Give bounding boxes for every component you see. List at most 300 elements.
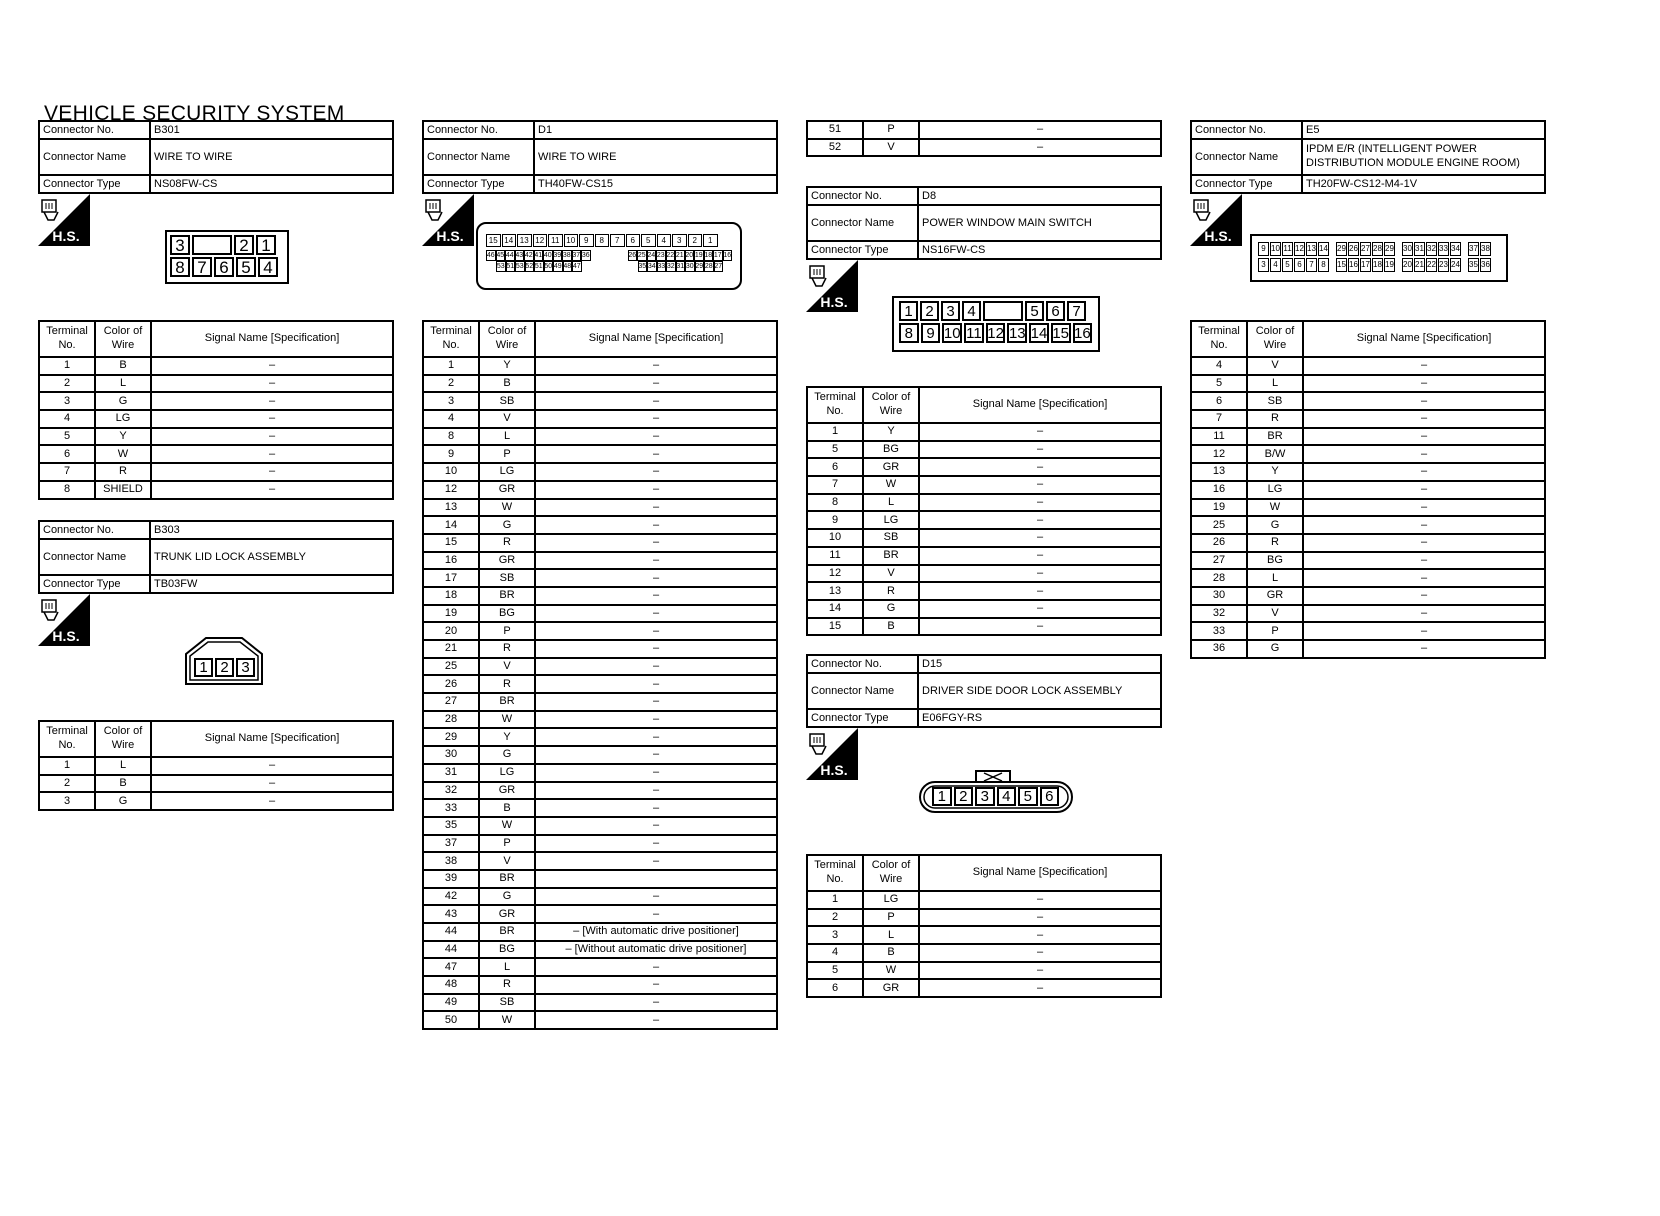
connector-d15-face bbox=[918, 770, 1074, 814]
terminal-cell: 16 bbox=[423, 552, 479, 570]
terminal-cell: 15 bbox=[423, 534, 479, 552]
connector-pin: 35 bbox=[1468, 258, 1479, 272]
table-row bbox=[1191, 375, 1545, 393]
color-cell: L bbox=[863, 926, 919, 944]
conn-type-value: TH20FW-CS12-M4-1V bbox=[1302, 175, 1545, 193]
label-conn-type: Connector Type bbox=[39, 175, 150, 193]
color-cell: LG bbox=[1247, 481, 1303, 499]
terminal-cell: 5 bbox=[807, 962, 863, 980]
terminal-cell: 43 bbox=[423, 905, 479, 923]
table-row bbox=[1191, 552, 1545, 570]
signal-cell: – bbox=[535, 711, 777, 729]
color-cell: LG bbox=[479, 764, 535, 782]
color-cell: G bbox=[1247, 640, 1303, 658]
color-cell: W bbox=[479, 1011, 535, 1029]
table-row bbox=[423, 746, 777, 764]
color-cell: BR bbox=[1247, 428, 1303, 446]
connector-pin: 32 bbox=[1426, 242, 1437, 256]
connector-pin: 30 bbox=[1402, 242, 1413, 256]
connector-pin: 28 bbox=[1372, 242, 1383, 256]
color-cell: L bbox=[95, 375, 151, 393]
color-cell: Y bbox=[479, 357, 535, 375]
signal-cell: – bbox=[535, 499, 777, 517]
connector-pin: 24 bbox=[1450, 258, 1461, 272]
connector-pin: 5 bbox=[1282, 258, 1293, 272]
terminal-cell: 12 bbox=[423, 481, 479, 499]
col-color: Color of Wire bbox=[95, 721, 151, 757]
terminal-cell: 25 bbox=[1191, 516, 1247, 534]
color-cell: GR bbox=[863, 979, 919, 997]
signal-cell: – bbox=[151, 481, 393, 499]
connector-pin: 20 bbox=[1402, 258, 1413, 272]
terminal-cell: 51 bbox=[807, 121, 863, 139]
signal-cell: – bbox=[535, 728, 777, 746]
terminal-cell: 8 bbox=[423, 428, 479, 446]
connector-pin: 27 bbox=[714, 263, 723, 270]
table-row bbox=[807, 121, 1161, 139]
table-row bbox=[807, 476, 1161, 494]
terminal-cell: 38 bbox=[423, 852, 479, 870]
table-row bbox=[423, 552, 777, 570]
color-cell: G bbox=[95, 792, 151, 810]
connector-pin: 42 bbox=[524, 252, 533, 259]
color-cell: BR bbox=[479, 587, 535, 605]
table-row bbox=[423, 569, 777, 587]
connector-pin: 33 bbox=[657, 263, 666, 270]
table-row bbox=[423, 392, 777, 410]
terminal-cell: 13 bbox=[807, 582, 863, 600]
color-cell: B bbox=[863, 618, 919, 636]
table-row bbox=[807, 511, 1161, 529]
terminal-cell: 3 bbox=[807, 926, 863, 944]
signal-cell: – bbox=[919, 618, 1161, 636]
connector-pin: 43 bbox=[515, 252, 524, 259]
table-row bbox=[423, 375, 777, 393]
connector-pin: 6 bbox=[1046, 301, 1065, 321]
connector-pin: 21 bbox=[675, 252, 684, 259]
connector-pin: 53 bbox=[515, 263, 524, 270]
col-color: Color of Wire bbox=[95, 321, 151, 357]
connector-pin: 29 bbox=[1336, 242, 1347, 256]
harness-side-icon bbox=[38, 194, 90, 246]
terminal-cell: 28 bbox=[423, 711, 479, 729]
connector-b303-terminal-table bbox=[38, 720, 394, 811]
connector-pin: 12 bbox=[533, 234, 548, 247]
color-cell: GR bbox=[479, 905, 535, 923]
terminal-cell: 5 bbox=[39, 428, 95, 446]
table-row bbox=[39, 463, 393, 481]
color-cell: L bbox=[95, 757, 151, 775]
terminal-cell: 27 bbox=[423, 693, 479, 711]
terminal-cell: 30 bbox=[423, 746, 479, 764]
terminal-cell: 37 bbox=[423, 835, 479, 853]
harness-side-icon bbox=[38, 594, 90, 646]
connector-latch bbox=[192, 235, 232, 255]
signal-cell: – bbox=[535, 693, 777, 711]
signal-cell: – bbox=[1303, 552, 1545, 570]
connector-pin: 50 bbox=[544, 263, 553, 270]
pin-gap bbox=[1462, 258, 1467, 272]
connector-pin: 9 bbox=[579, 234, 594, 247]
conn-type-value: TB03FW bbox=[150, 575, 393, 593]
connector-pin: 20 bbox=[685, 252, 694, 259]
table-row bbox=[423, 587, 777, 605]
connector-pin: 36 bbox=[581, 252, 590, 259]
harness-side-icon bbox=[422, 194, 474, 246]
connector-pin: 11 bbox=[1282, 242, 1293, 256]
connector-pin: 2 bbox=[954, 787, 974, 806]
color-cell: R bbox=[95, 463, 151, 481]
color-cell: P bbox=[479, 445, 535, 463]
connector-pin: 3 bbox=[672, 234, 687, 247]
table-row bbox=[39, 392, 393, 410]
col-terminal: Terminal No. bbox=[423, 321, 479, 357]
connector-pin: 7 bbox=[1067, 301, 1086, 321]
color-cell: G bbox=[479, 746, 535, 764]
table-row bbox=[423, 817, 777, 835]
connector-pin: 14 bbox=[502, 234, 517, 247]
connector-pin: 7 bbox=[1306, 258, 1317, 272]
col-signal: Signal Name [Specification] bbox=[919, 387, 1161, 423]
conn-no-value: D1 bbox=[534, 121, 777, 139]
conn-type-value: E06FGY-RS bbox=[918, 709, 1161, 727]
color-cell: R bbox=[1247, 534, 1303, 552]
color-cell: G bbox=[95, 392, 151, 410]
connector-pin: 29 bbox=[1384, 242, 1395, 256]
signal-cell: – bbox=[535, 675, 777, 693]
connector-pin: 28 bbox=[704, 263, 713, 270]
terminal-cell: 4 bbox=[423, 410, 479, 428]
terminal-cell: 27 bbox=[1191, 552, 1247, 570]
color-cell: R bbox=[863, 582, 919, 600]
terminal-cell: 1 bbox=[807, 891, 863, 909]
color-cell: V bbox=[863, 139, 919, 157]
label-conn-no: Connector No. bbox=[1191, 121, 1302, 139]
connector-pin: 4 bbox=[962, 301, 981, 321]
signal-cell: – bbox=[535, 622, 777, 640]
table-row bbox=[807, 529, 1161, 547]
terminal-cell: 9 bbox=[807, 511, 863, 529]
connector-pin: 5 bbox=[236, 257, 256, 277]
connector-pin: 19 bbox=[694, 252, 703, 259]
connector-pin: 21 bbox=[1414, 258, 1425, 272]
connector-pin: 6 bbox=[1294, 258, 1305, 272]
terminal-cell: 10 bbox=[423, 463, 479, 481]
terminal-cell: 44 bbox=[423, 923, 479, 941]
terminal-cell: 13 bbox=[423, 499, 479, 517]
color-cell: Y bbox=[863, 423, 919, 441]
connector-pin: 9 bbox=[921, 323, 941, 343]
hs-label: H.S. bbox=[436, 228, 464, 244]
color-cell: L bbox=[479, 958, 535, 976]
terminal-cell: 7 bbox=[39, 463, 95, 481]
signal-cell: – bbox=[919, 423, 1161, 441]
terminal-cell: 5 bbox=[1191, 375, 1247, 393]
signal-cell: – bbox=[151, 392, 393, 410]
connector-e5-face bbox=[1250, 234, 1508, 282]
connector-pin: 51 bbox=[506, 263, 515, 270]
terminal-cell: 4 bbox=[1191, 357, 1247, 375]
connector-pin: 3 bbox=[1258, 258, 1269, 272]
table-row bbox=[807, 441, 1161, 459]
color-cell: GR bbox=[1247, 587, 1303, 605]
connector-pin: 35 bbox=[638, 263, 647, 270]
color-cell: SB bbox=[1247, 392, 1303, 410]
terminal-cell: 18 bbox=[423, 587, 479, 605]
signal-cell: – bbox=[919, 600, 1161, 618]
terminal-cell: 6 bbox=[39, 445, 95, 463]
connector-pin: 8 bbox=[170, 257, 190, 277]
terminal-cell: 1 bbox=[39, 757, 95, 775]
connector-pin: 22 bbox=[1426, 258, 1437, 272]
conn-name-value: POWER WINDOW MAIN SWITCH bbox=[918, 205, 1161, 241]
pin-gap bbox=[1330, 242, 1335, 256]
color-cell: SB bbox=[479, 392, 535, 410]
color-cell: B bbox=[479, 375, 535, 393]
signal-cell: – bbox=[919, 565, 1161, 583]
col-color: Color of Wire bbox=[479, 321, 535, 357]
terminal-cell: 12 bbox=[807, 565, 863, 583]
connector-pin: 37 bbox=[1468, 242, 1479, 256]
terminal-cell: 50 bbox=[423, 1011, 479, 1029]
connector-pin: 39 bbox=[553, 252, 562, 259]
terminal-cell: 1 bbox=[39, 357, 95, 375]
terminal-cell: 36 bbox=[1191, 640, 1247, 658]
terminal-cell: 7 bbox=[1191, 410, 1247, 428]
table-row bbox=[807, 139, 1161, 157]
terminal-cell: 30 bbox=[1191, 587, 1247, 605]
signal-cell: – bbox=[1303, 481, 1545, 499]
table-row bbox=[807, 600, 1161, 618]
connector-pin: 7 bbox=[192, 257, 212, 277]
connector-pin: 40 bbox=[543, 252, 552, 259]
connector-d15-header bbox=[806, 654, 1162, 728]
hs-label: H.S. bbox=[820, 294, 848, 310]
label-conn-name: Connector Name bbox=[39, 539, 150, 575]
table-row bbox=[423, 994, 777, 1012]
signal-cell: – bbox=[919, 962, 1161, 980]
table-row bbox=[423, 905, 777, 923]
table-row bbox=[1191, 569, 1545, 587]
color-cell: BR bbox=[863, 547, 919, 565]
terminal-cell: 1 bbox=[807, 423, 863, 441]
connector-pin: 12 bbox=[987, 324, 1004, 342]
signal-cell: – bbox=[535, 1011, 777, 1029]
terminal-cell: 11 bbox=[1191, 428, 1247, 446]
signal-cell: – [Without automatic drive positioner] bbox=[535, 941, 777, 959]
terminal-cell: 6 bbox=[807, 458, 863, 476]
connector-pin: 46 bbox=[486, 252, 495, 259]
signal-cell: – bbox=[535, 375, 777, 393]
table-row bbox=[807, 565, 1161, 583]
connector-pin: 19 bbox=[1384, 258, 1395, 272]
signal-cell: – bbox=[535, 746, 777, 764]
color-cell: W bbox=[863, 476, 919, 494]
signal-cell: – bbox=[151, 410, 393, 428]
terminal-cell: 6 bbox=[1191, 392, 1247, 410]
conn-type-value: TH40FW-CS15 bbox=[534, 175, 777, 193]
connector-pin: 18 bbox=[704, 252, 713, 259]
table-row bbox=[423, 728, 777, 746]
conn-name-value: TRUNK LID LOCK ASSEMBLY bbox=[150, 539, 393, 575]
color-cell: BG bbox=[1247, 552, 1303, 570]
connector-pin: 53 bbox=[496, 263, 505, 270]
connector-e5-header bbox=[1190, 120, 1546, 194]
color-cell: R bbox=[479, 675, 535, 693]
table-row bbox=[423, 888, 777, 906]
table-row bbox=[423, 835, 777, 853]
signal-cell: – bbox=[151, 375, 393, 393]
label-conn-no: Connector No. bbox=[807, 655, 918, 673]
table-row bbox=[423, 658, 777, 676]
connector-pin: 33 bbox=[1438, 242, 1449, 256]
pin-gap bbox=[1396, 242, 1401, 256]
connector-pin: 17 bbox=[1360, 258, 1371, 272]
terminal-cell: 9 bbox=[423, 445, 479, 463]
color-cell: SHIELD bbox=[95, 481, 151, 499]
signal-cell: – bbox=[1303, 428, 1545, 446]
conn-type-value: NS16FW-CS bbox=[918, 241, 1161, 259]
connector-pin: 23 bbox=[656, 252, 665, 259]
table-row bbox=[39, 445, 393, 463]
color-cell: P bbox=[863, 121, 919, 139]
conn-no-value: B303 bbox=[150, 521, 393, 539]
signal-cell: – bbox=[535, 392, 777, 410]
connector-pin: 52 bbox=[525, 263, 534, 270]
table-row bbox=[807, 582, 1161, 600]
terminal-cell: 2 bbox=[807, 909, 863, 927]
signal-cell bbox=[535, 870, 777, 888]
terminal-cell: 2 bbox=[423, 375, 479, 393]
connector-pin: 34 bbox=[1450, 242, 1461, 256]
connector-pin: 4 bbox=[1270, 258, 1281, 272]
color-cell: W bbox=[863, 962, 919, 980]
label-conn-type: Connector Type bbox=[1191, 175, 1302, 193]
table-row bbox=[1191, 640, 1545, 658]
connector-d8-header bbox=[806, 186, 1162, 260]
signal-cell: – bbox=[535, 852, 777, 870]
terminal-cell: 32 bbox=[423, 782, 479, 800]
color-cell: SB bbox=[479, 994, 535, 1012]
signal-cell: – bbox=[919, 891, 1161, 909]
color-cell: R bbox=[479, 640, 535, 658]
conn-name-value: WIRE TO WIRE bbox=[150, 139, 393, 175]
color-cell: L bbox=[1247, 375, 1303, 393]
terminal-cell: 10 bbox=[807, 529, 863, 547]
color-cell: W bbox=[479, 499, 535, 517]
table-row bbox=[423, 923, 777, 941]
signal-cell: – bbox=[919, 494, 1161, 512]
connector-pin: 15 bbox=[486, 234, 501, 247]
connector-pin: 24 bbox=[647, 252, 656, 259]
signal-cell: – bbox=[535, 445, 777, 463]
table-row bbox=[1191, 392, 1545, 410]
connector-pin: 14 bbox=[1030, 324, 1048, 342]
signal-cell: – bbox=[535, 357, 777, 375]
table-row bbox=[39, 375, 393, 393]
terminal-cell: 32 bbox=[1191, 605, 1247, 623]
signal-cell: – bbox=[535, 958, 777, 976]
connector-d1-face bbox=[476, 222, 742, 290]
terminal-cell: 3 bbox=[39, 792, 95, 810]
signal-cell: – bbox=[919, 476, 1161, 494]
color-cell: R bbox=[479, 976, 535, 994]
table-row bbox=[807, 618, 1161, 636]
signal-cell: – bbox=[535, 764, 777, 782]
table-row bbox=[807, 944, 1161, 962]
color-cell: R bbox=[1247, 410, 1303, 428]
col-signal: Signal Name [Specification] bbox=[535, 321, 777, 357]
table-row bbox=[39, 410, 393, 428]
color-cell: P bbox=[479, 835, 535, 853]
connector-pin: 1 bbox=[194, 658, 213, 677]
signal-cell: – bbox=[1303, 375, 1545, 393]
connector-d8-face bbox=[892, 296, 1100, 352]
terminal-cell: 6 bbox=[807, 979, 863, 997]
table-row bbox=[807, 494, 1161, 512]
table-row bbox=[1191, 463, 1545, 481]
connector-pin: 5 bbox=[1025, 301, 1044, 321]
connector-pin: 2 bbox=[920, 301, 939, 321]
signal-cell: – bbox=[1303, 534, 1545, 552]
table-row bbox=[39, 775, 393, 793]
connector-pin: 26 bbox=[628, 252, 637, 259]
hs-label: H.S. bbox=[1204, 228, 1232, 244]
signal-cell: – bbox=[535, 835, 777, 853]
terminal-cell: 3 bbox=[39, 392, 95, 410]
table-row bbox=[423, 428, 777, 446]
color-cell: V bbox=[479, 658, 535, 676]
table-row bbox=[807, 909, 1161, 927]
connector-d1-header bbox=[422, 120, 778, 194]
terminal-cell: 16 bbox=[1191, 481, 1247, 499]
connector-pin: 27 bbox=[1360, 242, 1371, 256]
connector-pin: 36 bbox=[1480, 258, 1491, 272]
signal-cell: – bbox=[1303, 463, 1545, 481]
connector-b301-face bbox=[165, 230, 289, 284]
connector-pin: 47 bbox=[572, 263, 581, 270]
terminal-cell: 35 bbox=[423, 817, 479, 835]
table-row bbox=[423, 1011, 777, 1029]
color-cell: W bbox=[1247, 499, 1303, 517]
terminal-cell: 29 bbox=[423, 728, 479, 746]
terminal-cell: 21 bbox=[423, 640, 479, 658]
col-terminal: Terminal No. bbox=[807, 387, 863, 423]
connector-pin: 10 bbox=[1270, 242, 1281, 256]
connector-pin: 14 bbox=[1318, 242, 1329, 256]
terminal-cell: 4 bbox=[807, 944, 863, 962]
table-row bbox=[807, 926, 1161, 944]
signal-cell: – bbox=[535, 534, 777, 552]
terminal-cell: 8 bbox=[807, 494, 863, 512]
table-row bbox=[423, 764, 777, 782]
connector-pin: 26 bbox=[1348, 242, 1359, 256]
signal-cell: – bbox=[535, 658, 777, 676]
connector-pin: 2 bbox=[688, 234, 703, 247]
signal-cell: – bbox=[1303, 605, 1545, 623]
signal-cell: – bbox=[151, 445, 393, 463]
connector-b301-header bbox=[38, 120, 394, 194]
connector-pin: 16 bbox=[1074, 324, 1091, 342]
harness-side-icon bbox=[1190, 194, 1242, 246]
color-cell: SB bbox=[863, 529, 919, 547]
table-row bbox=[423, 958, 777, 976]
pin-gap bbox=[1396, 258, 1401, 272]
connector-pin: 2 bbox=[215, 658, 234, 677]
color-cell: SB bbox=[479, 569, 535, 587]
connector-pin: 7 bbox=[610, 234, 625, 247]
color-cell: R bbox=[479, 534, 535, 552]
